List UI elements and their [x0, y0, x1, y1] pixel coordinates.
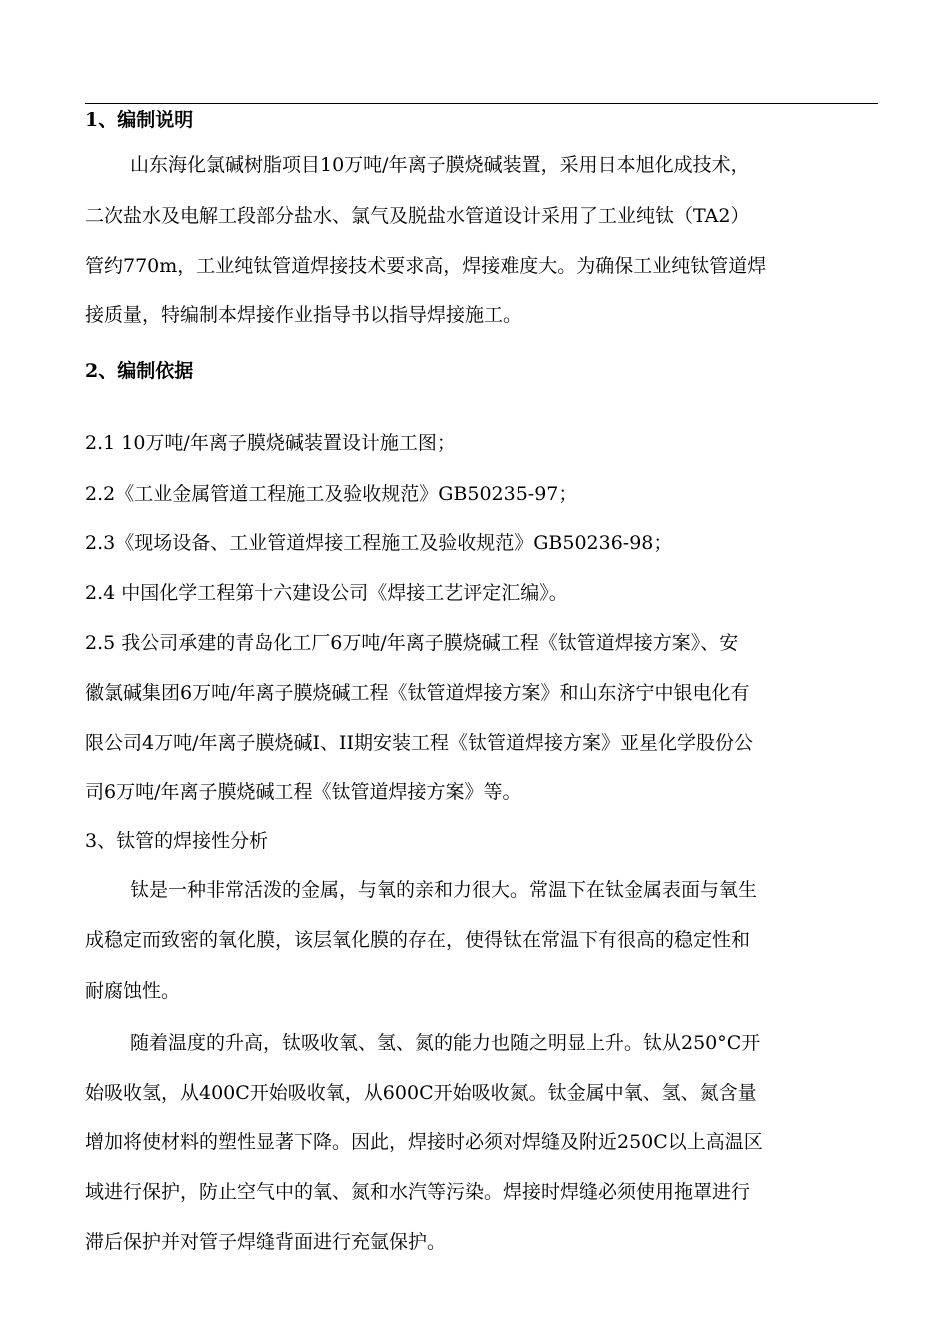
section-3-para2-line: 增加将使材料的塑性显著下降。因此，焊接时必须对焊缝及附近250C以上高温区: [85, 1131, 763, 1153]
section-1-para-line: 山东海化氯碱树脂项目10万吨/年离子膜烧碱装置，采用日本旭化成技术，: [130, 154, 750, 176]
section-1-heading: 1、编制说明: [85, 109, 194, 131]
basis-item-2-1: 2.1 10万吨/年离子膜烧碱装置设计施工图；: [85, 432, 456, 454]
header-rule: [85, 103, 878, 104]
section-3-para2-line: 滞后保护并对管子焊缝背面进行充氩保护。: [85, 1231, 447, 1253]
basis-item-2-5-cont: 徽氯碱集团6万吨/年离子膜烧碱工程《钛管道焊接方案》和山东济宁中银电化有: [85, 682, 750, 704]
section-3-para1-line: 成稳定而致密的氧化膜，该层氧化膜的存在，使得钛在常温下有很高的稳定性和: [85, 929, 751, 951]
basis-item-2-3: 2.3《现场设备、工业管道焊接工程施工及验收规范》GB50236-98；: [85, 532, 673, 554]
section-2-heading: 2、编制依据: [85, 360, 194, 382]
section-3-para1-line: 耐腐蚀性。: [85, 980, 181, 1002]
basis-item-2-4: 2.4 中国化学工程第十六建设公司《焊接工艺评定汇编》。: [85, 582, 568, 604]
section-3-para2-line: 始吸收氢，从400C开始吸收氧，从600C开始吸收氮。钛金属中氧、氢、氮含量: [85, 1082, 757, 1104]
section-3-heading: 3、钛管的焊接性分析: [85, 830, 269, 852]
section-3-para2-line: 域进行保护，防止空气中的氧、氮和水汽等污染。焊接时焊缝必须使用拖罩进行: [85, 1181, 751, 1203]
basis-item-2-2: 2.2《工业金属管道工程施工及验收规范》GB50235-97；: [85, 483, 578, 505]
section-3-para2-line: 随着温度的升高，钛吸收氧、氢、氮的能力也随之明显上升。钛从250°C开: [130, 1032, 761, 1054]
section-1-para-line: 接质量，特编制本焊接作业指导书以指导焊接施工。: [85, 304, 523, 326]
section-1-para-line: 二次盐水及电解工段部分盐水、氯气及脱盐水管道设计采用了工业纯钛（TA2）: [85, 205, 750, 227]
basis-item-2-5: 2.5 我公司承建的青岛化工厂6万吨/年离子膜烧碱工程《钛管道焊接方案》、安: [85, 632, 739, 654]
basis-item-2-5-cont: 司6万吨/年离子膜烧碱工程《钛管道焊接方案》等。: [85, 781, 522, 803]
section-1-para-line: 管约770m，工业纯钛管道焊接技术要求高，焊接难度大。为确保工业纯钛管道焊: [85, 255, 767, 277]
section-3-para1-line: 钛是一种非常活泼的金属，与氧的亲和力很大。常温下在钛金属表面与氧生: [130, 879, 758, 901]
basis-item-2-5-cont: 限公司4万吨/年离子膜烧碱I、II期安装工程《钛管道焊接方案》亚星化学股份公: [85, 732, 754, 754]
